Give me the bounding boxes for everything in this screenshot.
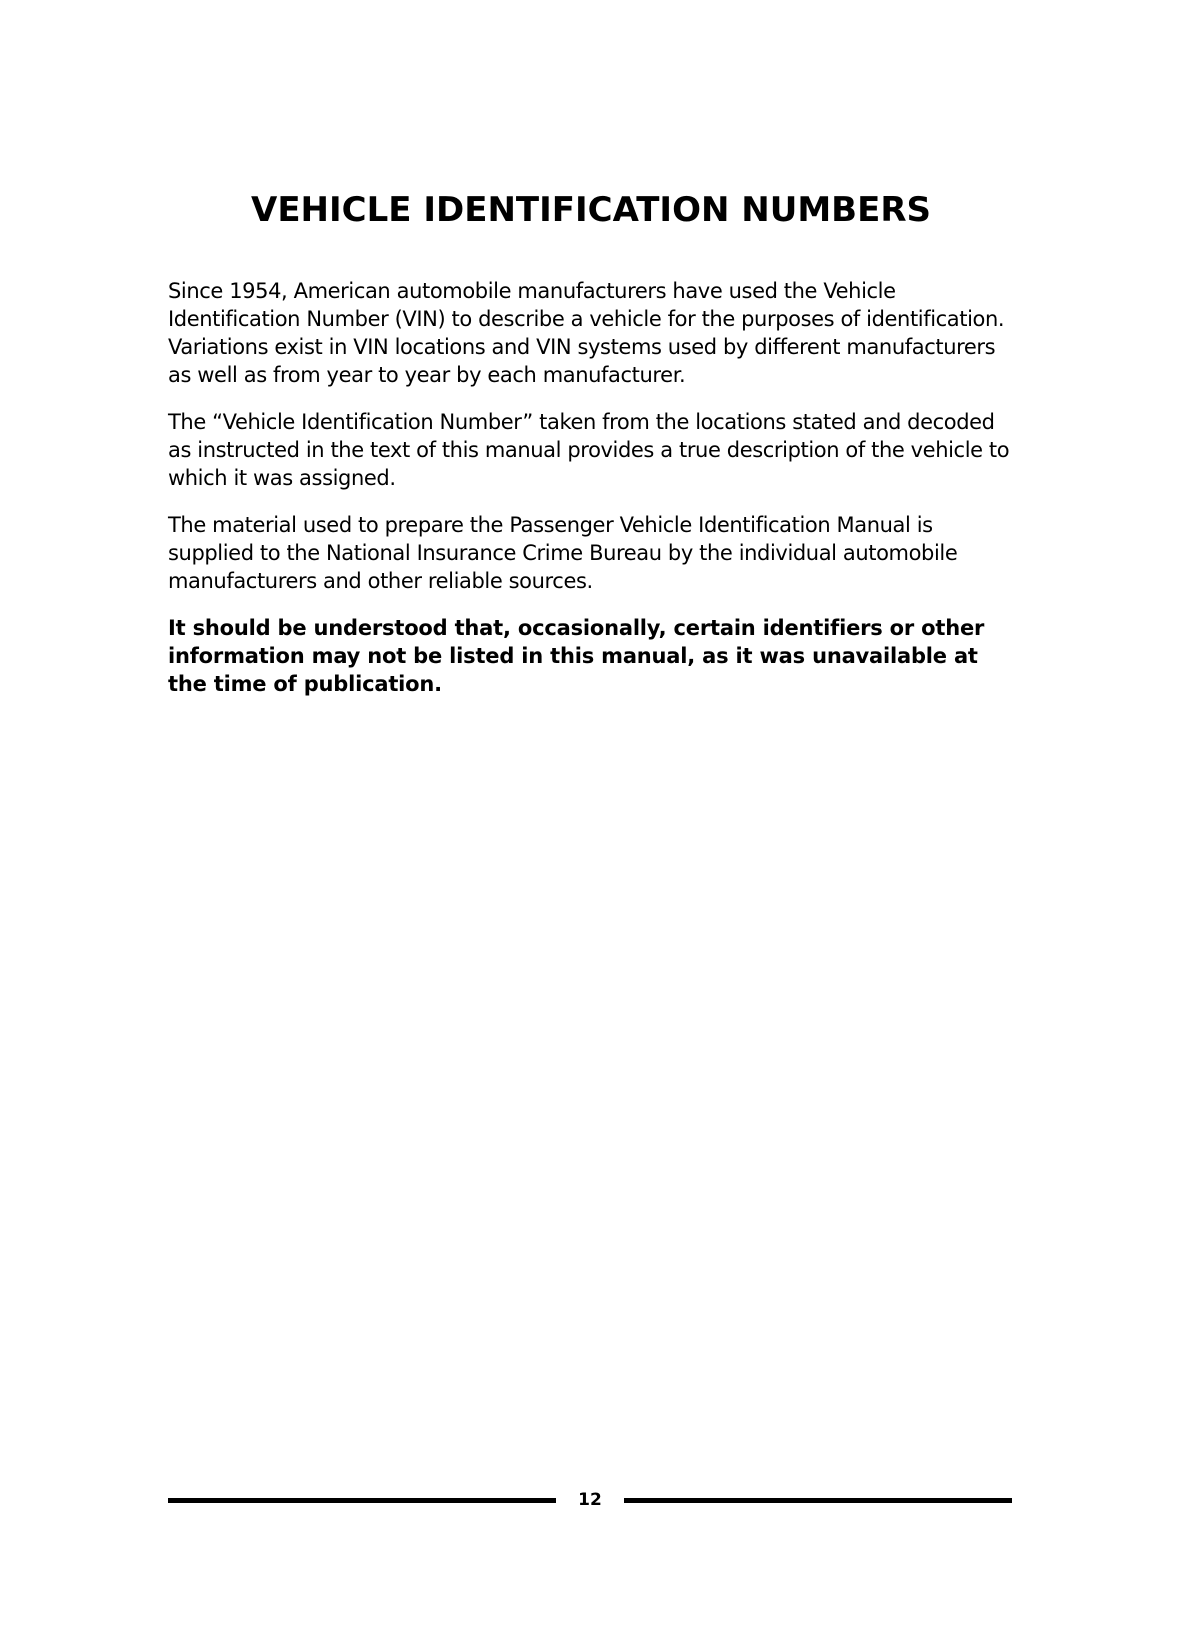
paragraph-material-source: The material used to prepare the Passenger Vehicle Identification Manual is supplied to the National Insurance Crime Bureau by the individual automobile manufacturers and other reliable sources. <box>168 513 958 593</box>
paragraph-vin-description: The “Vehicle Identification Number” taken from the locations stated and decoded as instructed in the text of this manual provides a true description of the vehicle to which it was assigned. <box>168 410 1010 490</box>
notice-paragraph: It should be understood that, occasionally, certain identifiers or other information may not be listed in this manual, as it was unavailable at the time of publication. <box>168 616 985 696</box>
page-footer <box>168 1488 1012 1512</box>
page-title: VEHICLE IDENTIFICATION NUMBERS <box>251 190 931 230</box>
paragraph-vin-history: Since 1954, American automobile manufacturers have used the Vehicle Identification Number (VIN) to describe a vehicle for the purposes of identification. Variations exist in VIN locations and VIN systems used by different manufacturers as well as from year to year by each manufacturer. <box>168 279 1005 387</box>
body-text <box>168 277 1018 717</box>
footer-rule-right <box>624 1498 1012 1503</box>
page-number: 12 <box>578 1490 602 1510</box>
footer-rule-left <box>168 1498 556 1503</box>
